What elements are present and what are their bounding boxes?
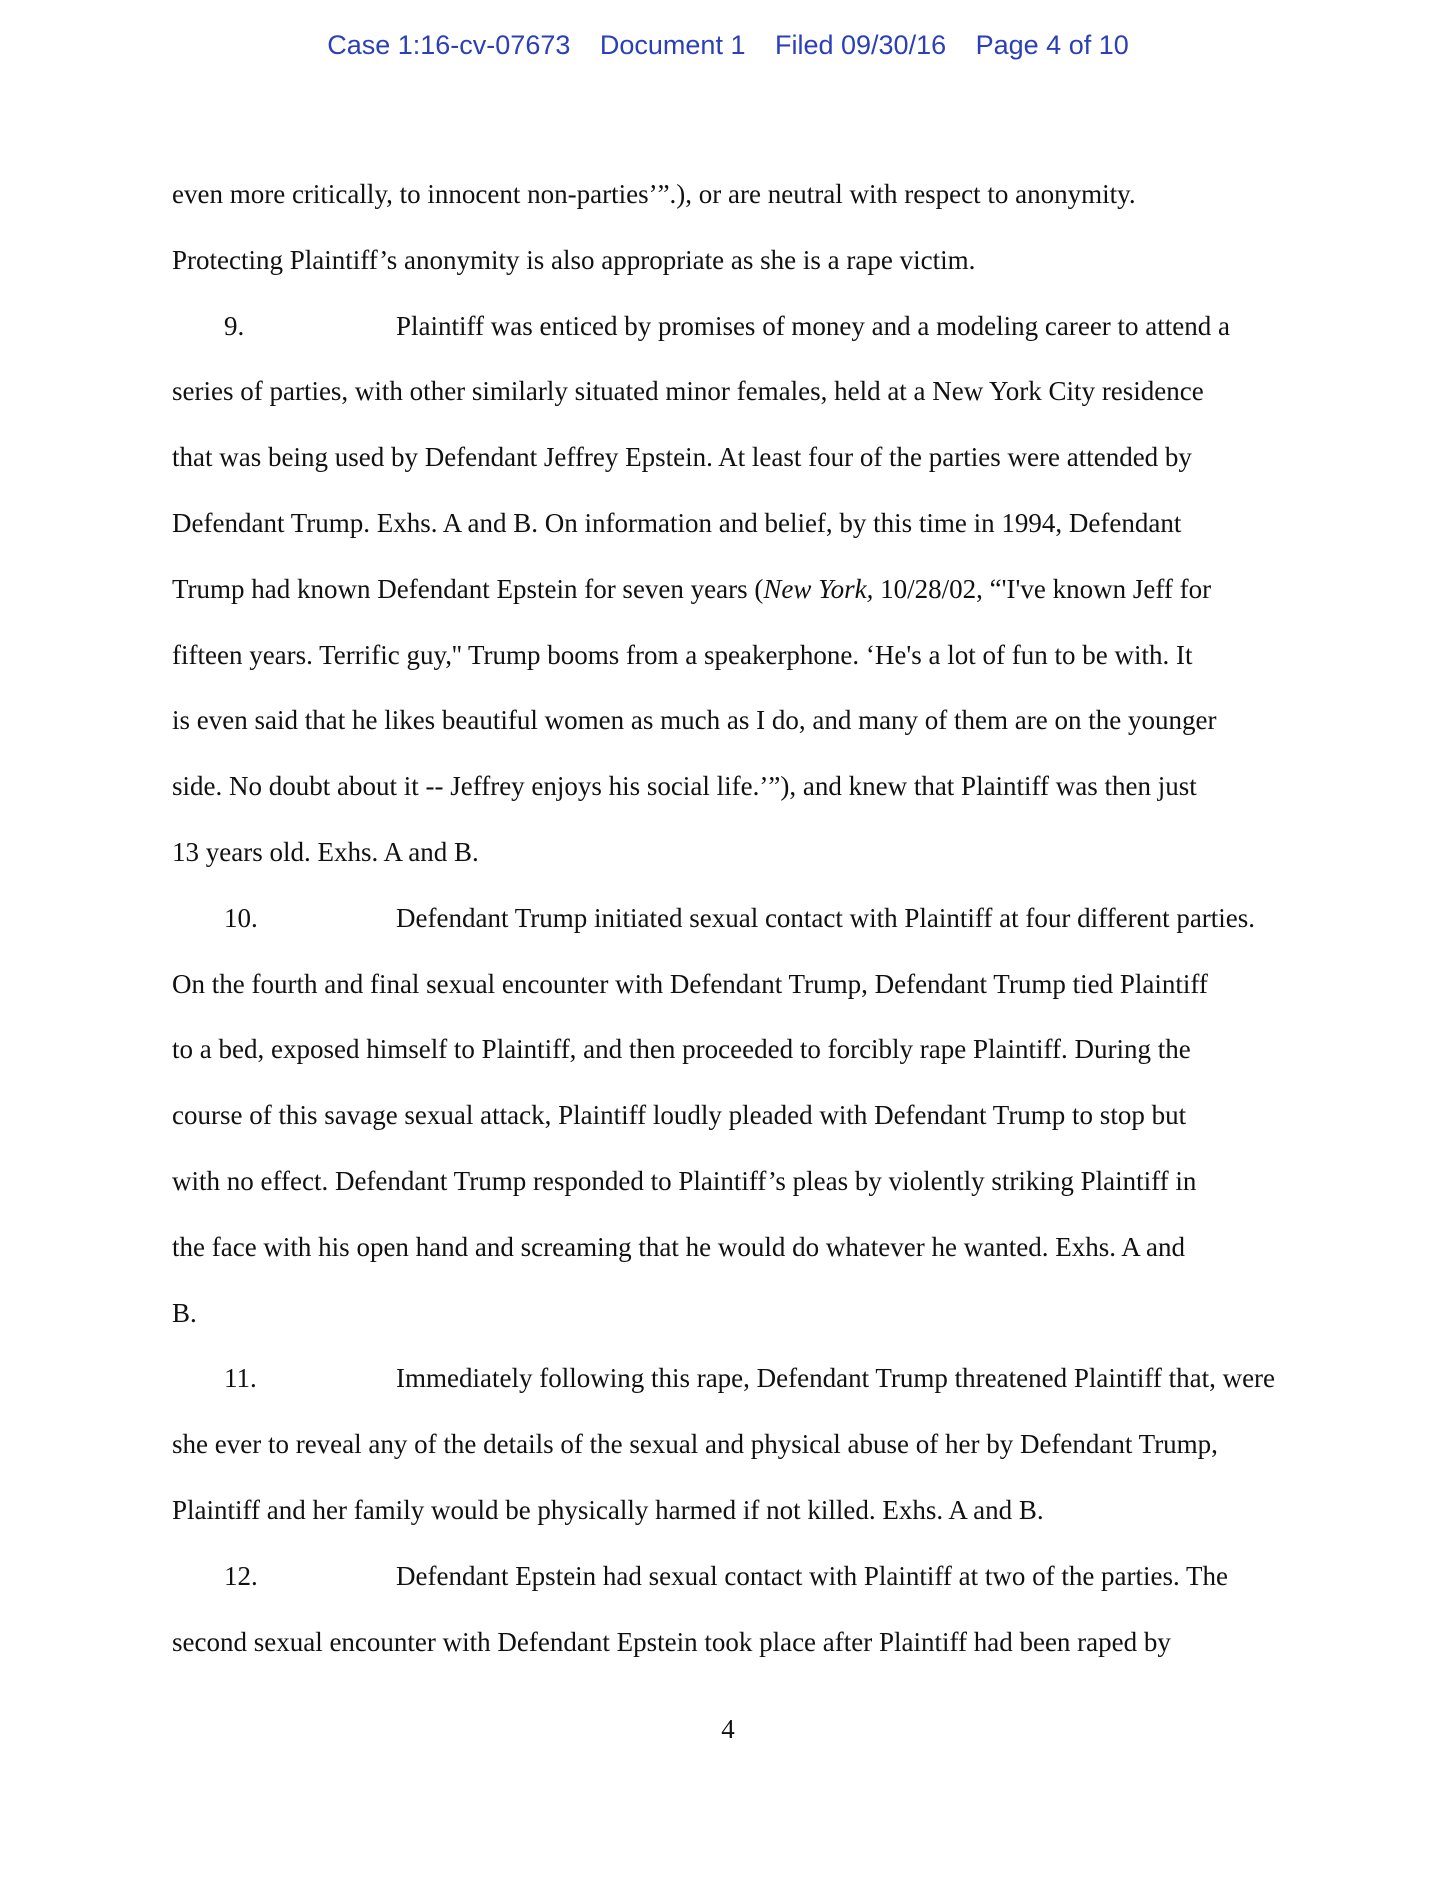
body-line: fifteen years. Terrific guy,'' Trump booms from a speakerphone. ‘He's a lot of fun to be with. It <box>172 639 1193 670</box>
body-line: is even said that he likes beautiful women as much as I do, and many of them are on the younger <box>172 705 1217 736</box>
paragraph-text: Plaintiff was enticed by promises of money and a modeling career to attend a <box>396 310 1230 341</box>
body-line: even more critically, to innocent non-parties’”.), or are neutral with respect to anonymity. <box>172 179 1136 209</box>
case-number: Case 1:16-cv-07673 <box>327 30 571 60</box>
paragraph-12-first-line <box>172 1544 1284 1610</box>
body-line: 13 years old. Exhs. A and B. <box>172 836 479 867</box>
body-line: the face with his open hand and screaming that he would do whatever he wanted. Exhs. A and <box>172 1231 1185 1262</box>
document-body <box>172 162 1284 1675</box>
body-line: side. No doubt about it -- Jeffrey enjoys his social life.’”), and knew that Plaintiff was then just <box>172 771 1197 802</box>
citation-suffix: 10/28/02, “'I've known Jeff for <box>873 573 1212 604</box>
paragraph-number: 9. <box>224 310 245 341</box>
document-number: Document 1 <box>599 30 746 60</box>
paragraph-text: Immediately following this rape, Defendant Trump threatened Plaintiff that, were <box>396 1363 1276 1394</box>
citation-source: New York, <box>763 573 874 604</box>
paragraph-10-first-line <box>172 886 1284 952</box>
paragraph-number: 11. <box>224 1363 257 1394</box>
body-line-with-citation <box>172 557 1284 623</box>
body-line: Plaintiff and her family would be physically harmed if not killed. Exhs. A and B. <box>172 1494 1044 1525</box>
body-line: B. <box>172 1297 197 1328</box>
body-line: that was being used by Defendant Jeffrey Epstein. At least four of the parties were attended by <box>172 442 1192 473</box>
body-line: to a bed, exposed himself to Plaintiff, and then proceeded to forcibly rape Plaintiff. During the <box>172 1034 1191 1065</box>
filed-date: Filed 09/30/16 <box>774 30 947 60</box>
body-line: with no effect. Defendant Trump responded to Plaintiff’s pleas by violently striking Plaintiff in <box>172 1165 1197 1196</box>
citation-prefix: Trump had known Defendant Epstein for seven years ( <box>172 573 764 604</box>
page-indicator: Page 4 of 10 <box>975 30 1129 60</box>
paragraph-9-first-line <box>172 294 1284 360</box>
body-line: series of parties, with other similarly situated minor females, held at a New York City residence <box>172 376 1204 407</box>
body-line: she ever to reveal any of the details of the sexual and physical abuse of her by Defendant Trump, <box>172 1429 1218 1460</box>
paragraph-11-first-line <box>172 1346 1284 1412</box>
body-line: course of this savage sexual attack, Plaintiff loudly pleaded with Defendant Trump to stop but <box>172 1100 1187 1131</box>
paragraph-text: Defendant Epstein had sexual contact with Plaintiff at two of the parties. The <box>396 1560 1229 1591</box>
body-line: second sexual encounter with Defendant Epstein took place after Plaintiff had been raped by <box>172 1626 1171 1657</box>
paragraph-text: Defendant Trump initiated sexual contact with Plaintiff at four different parties. <box>396 902 1256 933</box>
document-header <box>0 30 1456 61</box>
paragraph-number: 12. <box>224 1560 258 1591</box>
paragraph-number: 10. <box>224 902 258 933</box>
body-line: On the fourth and final sexual encounter with Defendant Trump, Defendant Trump tied Plaintiff <box>172 968 1208 999</box>
body-line: Defendant Trump. Exhs. A and B. On information and belief, by this time in 1994, Defendant <box>172 507 1182 538</box>
body-line: Protecting Plaintiff’s anonymity is also appropriate as she is a rape victim. <box>172 244 976 275</box>
page-number: 4 <box>721 1714 735 1744</box>
